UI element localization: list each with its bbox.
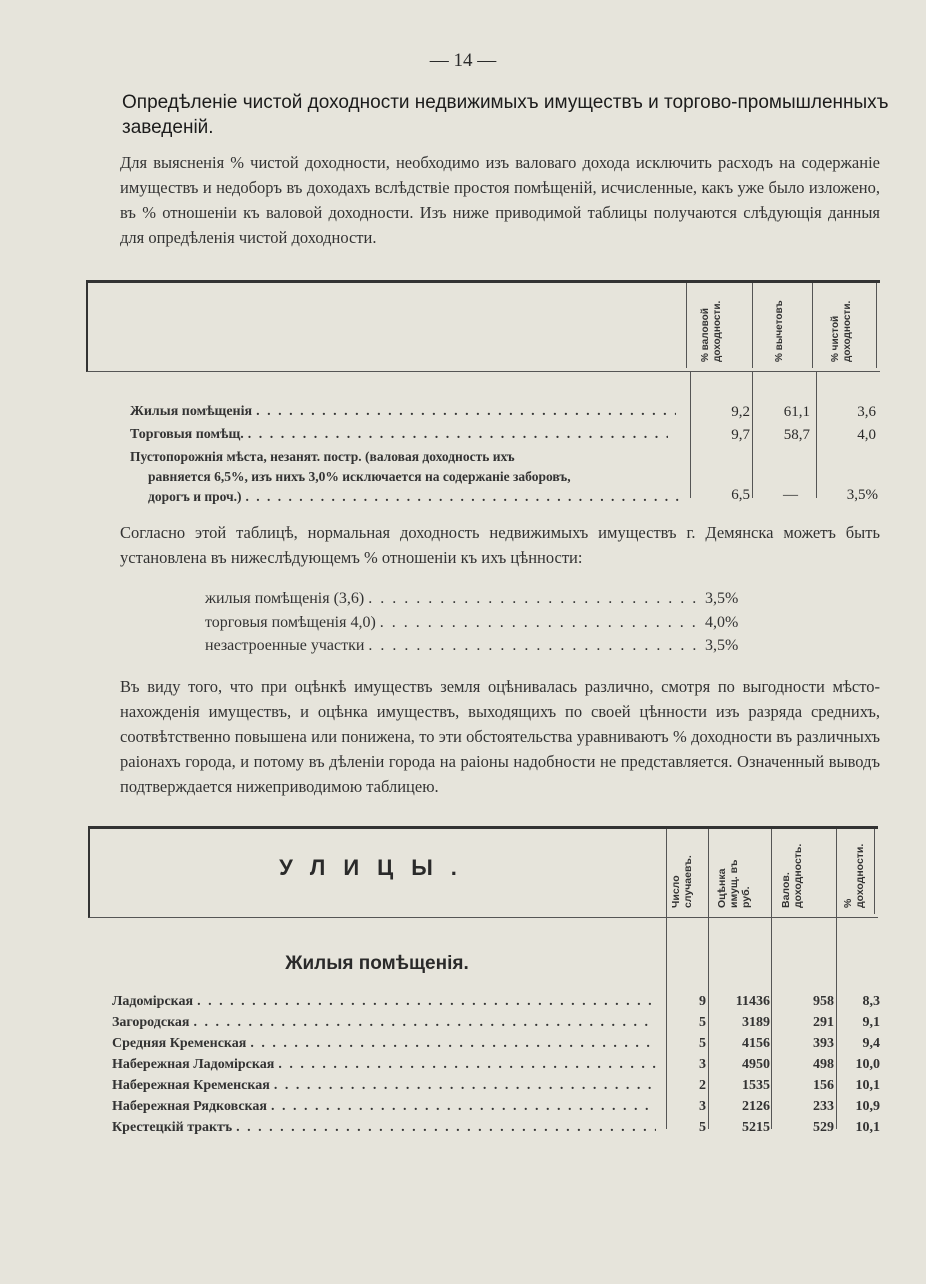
table1-header-frame [86, 280, 880, 372]
valuation: 2126 [742, 1099, 770, 1114]
deduction-value: — [783, 487, 798, 503]
street-name: Средняя Кременская [112, 1036, 247, 1051]
table1-col-divider [876, 283, 877, 368]
table1-row [130, 447, 685, 507]
table-row [112, 994, 878, 1014]
rate-item [205, 637, 765, 655]
table2-header-count: Число случаевъ. [670, 855, 694, 908]
table1-header-gross: % валовой доходности. [700, 300, 723, 362]
rate-value: 4,0% [705, 614, 739, 631]
valuation: 5215 [742, 1120, 770, 1135]
streets-title: УЛИЦЫ. [279, 855, 475, 880]
table1-col-divider [812, 283, 813, 368]
case-count: 5 [699, 1036, 706, 1051]
page-number: — 14 — [429, 50, 497, 71]
street-name: Набережная Рядковская [112, 1099, 267, 1114]
table1-col-divider [686, 283, 687, 368]
table1-header-net: % чистой доходности. [830, 300, 853, 362]
rate-value: 3,5% [705, 590, 739, 607]
valuation: 11436 [735, 994, 770, 1009]
case-count: 3 [699, 1099, 706, 1114]
gross-income: 393 [813, 1036, 834, 1051]
rate-label: жилыя помѣщенія (3,6) [205, 590, 365, 607]
table2-col-divider [874, 829, 875, 914]
gross-income: 233 [813, 1099, 834, 1114]
gross-income: 156 [813, 1078, 834, 1093]
rate-label: торговыя помѣщенія 4,0) [205, 614, 376, 631]
case-count: 3 [699, 1057, 706, 1072]
percent-income: 10,9 [855, 1099, 880, 1114]
valuation: 4950 [742, 1057, 770, 1072]
table1-header-deductions: % вычетовъ [774, 300, 785, 362]
gross-income: 529 [813, 1120, 834, 1135]
rate-item [205, 614, 765, 632]
table2-header-percent: % доходности. [842, 843, 866, 908]
table2-header-gross-income: Валов. доходность. [780, 843, 804, 908]
gross-income: 958 [813, 994, 834, 1009]
case-count: 5 [699, 1015, 706, 1030]
percent-income: 9,1 [862, 1015, 880, 1030]
deduction-value: 61,1 [783, 404, 810, 420]
table1-col-divider [752, 283, 753, 368]
percent-income: 10,0 [855, 1057, 880, 1072]
row-label: Торговыя помѣщ. [130, 427, 244, 442]
row-label-line: дорогъ и проч.) [148, 489, 242, 504]
table-row [112, 1120, 878, 1140]
net-value: 3,6 [857, 404, 876, 420]
case-count: 5 [699, 1120, 706, 1135]
residential-subheading: Жилыя помѣщенія. [285, 953, 469, 974]
table2-header-valuation: Оцѣнка имущ. въ руб. [716, 859, 752, 908]
percent-income: 10,1 [855, 1078, 880, 1093]
norm-paragraph: Согласно этой таблицѣ, нормальная доходность недвижимыхъ имуществъ г. Демянска можетъ быть установлена въ нижеслѣдующемъ % отношеніи къ ихъ цѣнности: [120, 523, 880, 567]
percent-income: 10,1 [855, 1120, 880, 1135]
deduction-value: 58,7 [783, 427, 810, 443]
case-count: 2 [699, 1078, 706, 1093]
rate-item [205, 590, 765, 608]
rate-value: 3,5% [705, 637, 739, 654]
valuation: 4156 [742, 1036, 770, 1051]
section-heading: Опредѣленіе чистой доходности недвижимыхъ имуществъ и торгово-промышленныхъ заведеній. [122, 92, 889, 138]
row-label-line: Пустопорожнія мѣста, незанят. постр. (валовая доходность ихъ [130, 449, 515, 464]
intro-paragraph: Для выясненія % чистой доходности, необходимо изъ валоваго дохода исключить расходъ на содержаніе имуществъ и недоборъ въ доходахъ вслѣдствіе простоя помѣщеній, исчисленные, какъ уже было изложено, въ % отношеніи къ валовой доходности. Изъ ниже приводимой таблицы получаются слѣдующія данныя для опредѣленія чистой доходности. [120, 153, 880, 247]
valuation: 1535 [742, 1078, 770, 1093]
table-row [112, 1015, 878, 1035]
street-name: Набережная Кременская [112, 1078, 270, 1093]
table-row [112, 1078, 878, 1098]
gross-income: 498 [813, 1057, 834, 1072]
street-name: Крестецкій трактъ [112, 1120, 233, 1135]
percent-income: 9,4 [862, 1036, 880, 1051]
gross-value: 6,5 [731, 487, 750, 503]
street-name: Набережная Ладомірская [112, 1057, 275, 1072]
gross-value: 9,7 [731, 427, 750, 443]
valuation: 3189 [742, 1015, 770, 1030]
net-value: 4,0 [857, 427, 876, 443]
row-label: Жилыя помѣщенія [130, 404, 253, 419]
street-name: Загородская [112, 1015, 190, 1030]
conclusion-paragraph: Въ виду того, что при оцѣнкѣ имуществъ земля оцѣнивалась различно, смотря по выгодности мѣсто-нахожденія имуществъ, и оцѣнка имуществъ, выходящихъ по своей цѣнности изъ разряда среднихъ, соотвѣтственно повышена или понижена, то эти обстоятельства уравниваютъ % доходности въ различныхъ раіонахъ города, и потому въ дѣленіи города на раіоны надобности не представляется. Означенный выводъ подтверждается нижеприводимою таблицею. [120, 677, 880, 796]
street-name: Ладомірская [112, 994, 194, 1009]
percent-income: 8,3 [862, 994, 880, 1009]
table-row [112, 1099, 878, 1119]
table-row [112, 1036, 878, 1056]
case-count: 9 [699, 994, 706, 1009]
gross-income: 291 [813, 1015, 834, 1030]
rate-label: незастроенные участки [205, 637, 365, 654]
row-label-line: равняется 6,5%, изъ нихъ 3,0% исключается на содержаніе заборовъ, [148, 469, 571, 484]
net-value: 3,5% [846, 487, 878, 503]
table-row [112, 1057, 878, 1077]
gross-value: 9,2 [731, 404, 750, 420]
